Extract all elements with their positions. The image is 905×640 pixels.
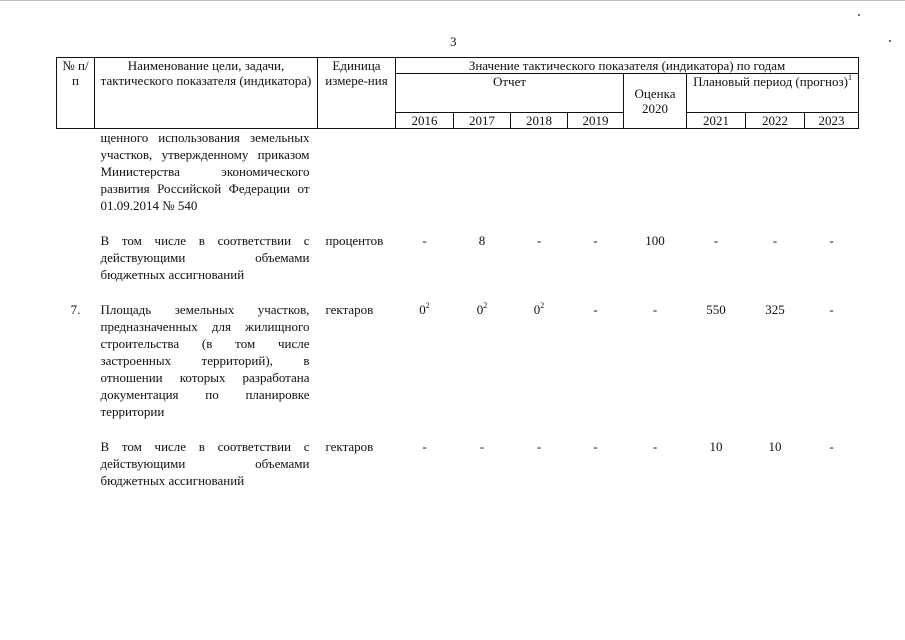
header-name (95, 58, 318, 129)
row-value (396, 301, 454, 420)
row-value: - (536, 233, 542, 248)
header-estimate (624, 74, 687, 129)
header-year: 2021 (687, 113, 746, 129)
header-year: 2018 (511, 113, 568, 129)
row-name: щенного использования земельных участков, утвержденному приказом Министерства экономического развития Российской Федерации от 01.09.2014 № 540 (100, 130, 310, 213)
row-value: - (652, 439, 658, 454)
row-value: - (713, 233, 719, 248)
row-spacer (57, 214, 859, 232)
row-num (57, 129, 95, 215)
row-value: - (652, 302, 658, 317)
header-num-text: № п/п (62, 58, 89, 88)
table-row (57, 301, 859, 420)
row-footnote: 2 (425, 301, 430, 310)
header-unit-text: Единица измере-ния (325, 58, 388, 88)
row-value: - (422, 439, 427, 454)
row-name: Площадь земельных участков, предназначенных для жилищного строительства (в том числе застроенных территорий), в отношении которых разработана документация по планировке территории (100, 302, 310, 419)
row-value: - (593, 302, 598, 317)
row-value-text: 0 (533, 302, 541, 317)
scan-speck (858, 14, 860, 16)
row-value (624, 129, 687, 215)
row-name: В том числе в соответствии с действующими объемами бюджетных ассигнований (100, 439, 310, 488)
row-value: 10 (709, 439, 723, 454)
header-planned (687, 74, 859, 113)
header-year: 2019 (568, 113, 624, 129)
row-spacer (57, 283, 859, 301)
header-row-1 (57, 58, 859, 74)
header-report (396, 74, 624, 113)
row-value: 8 (478, 233, 486, 248)
row-value-text: 0 (419, 302, 426, 317)
header-estimate-text: Оценка 2020 (634, 86, 676, 116)
row-value: 550 (706, 302, 726, 317)
header-planned-footnote: 1 (847, 73, 852, 82)
table-row (57, 232, 859, 283)
row-num (57, 438, 95, 489)
row-value (568, 129, 624, 215)
row-num: 7. (70, 302, 81, 317)
row-value (687, 129, 746, 215)
row-footnote: 2 (483, 301, 488, 310)
row-value: - (772, 233, 778, 248)
row-value: - (829, 302, 834, 317)
row-num (57, 232, 95, 283)
row-value (746, 129, 805, 215)
header-planned-text: Плановый период (прогноз) (693, 74, 848, 89)
row-value (454, 129, 511, 215)
row-unit (318, 129, 396, 215)
scan-speck (889, 40, 891, 42)
row-value: 325 (765, 302, 785, 317)
row-value (396, 129, 454, 215)
row-unit: процентов (325, 233, 384, 248)
row-value: - (536, 439, 542, 454)
indicators-table (56, 57, 859, 489)
row-value: - (422, 233, 427, 248)
row-value: - (829, 439, 834, 454)
row-spacer (57, 420, 859, 438)
row-value-text: 0 (476, 302, 484, 317)
row-value: 100 (645, 233, 665, 248)
row-name: В том числе в соответствии с действующими объемами бюджетных ассигнований (100, 233, 310, 282)
header-name-text: Наименование цели, задачи, тактического показателя (индикатора) (100, 58, 312, 88)
table-row (57, 438, 859, 489)
header-unit (318, 58, 396, 129)
row-value: - (593, 439, 598, 454)
top-rule (0, 0, 905, 1)
header-report-text: Отчет (492, 74, 527, 89)
row-value (511, 301, 568, 420)
row-value (805, 129, 859, 215)
row-value: - (593, 233, 598, 248)
row-unit: гектаров (325, 302, 374, 317)
table-row (57, 129, 859, 215)
row-value (511, 129, 568, 215)
row-footnote: 2 (540, 301, 545, 310)
header-year: 2023 (805, 113, 859, 129)
header-year: 2017 (454, 113, 511, 129)
header-values-group-text: Значение тактического показателя (индикатора) по годам (468, 58, 786, 73)
row-value: - (829, 233, 834, 248)
row-unit: гектаров (325, 439, 374, 454)
header-values-group (396, 58, 859, 74)
header-num (57, 58, 95, 129)
page-number: 3 (450, 34, 457, 49)
row-value (454, 301, 511, 420)
row-value: - (479, 439, 485, 454)
row-value: 10 (768, 439, 782, 454)
header-year: 2016 (396, 113, 454, 129)
header-year: 2022 (746, 113, 805, 129)
